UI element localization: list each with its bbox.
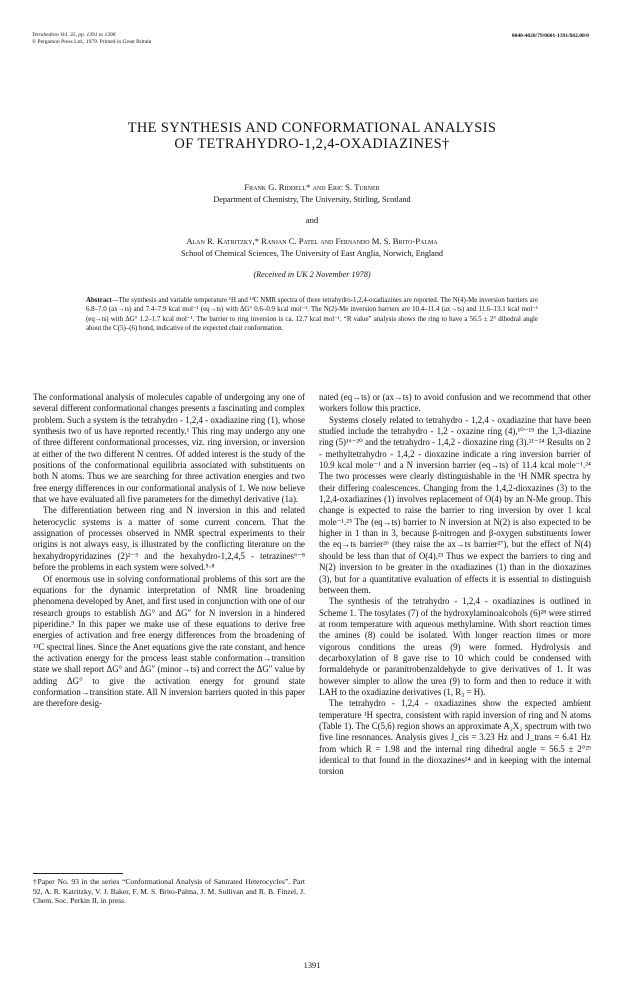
title-line-1: THE SYNTHESIS AND CONFORMATIONAL ANALYSIS (127, 120, 497, 136)
article-code: 0040-4020/79/0601-1391/$02.00/0 (511, 33, 589, 39)
received-date: (Received in UK 2 November 1978) (253, 270, 371, 279)
journal-citation: Tetrahedron Vol. 35, pp. 1391 to 1398 (32, 32, 116, 38)
left-column (33, 392, 305, 710)
paragraph: Of enormous use in solving conformational problems of this sort are the equations for the dynamic interpretation of NMR line broadening phenomena developed by Anet, and first used in conjunction with one of our research groups to establish ΔG° and ΔG″ for N inversion in a hindered piperidine.⁹ In this paper we make use of these equations to derive free energies of activation and free energy differences from the broadening of ¹³C spectral lines. Since the Anet equations give the rate constant, and hence the activation energy for the process least stable conformation→transition state we shall report ΔG° and ΔG″ (minor→ts) and correct the ΔG″ value by adding ΔG° to give the activation energy for ground state conformation→transition state. All N inversion barriers quoted in this paper are therefore desig- (33, 573, 305, 709)
paragraph: nated (eq→ts) or (ax→ts) to avoid confusion and we recommend that other workers follow this practice. (319, 392, 591, 414)
paragraph: The synthesis of the tetrahydro - 1,2,4 - oxadiazines is outlined in Scheme 1. The tosylates (7) of the hydroxylaminoalcohols (6)²⁸ were stirred at room temperature with aqueous methylamine. With short reaction times the amines (8) could be isolated. With longer reaction times or more vigorous conditions the ureas (9) were formed. Hydrolysis and decarboxylation of 8 gave rise to 10 which could be condensed with formaldehyde or paranitrobenzaldehyde to give derivatives of 1. It was however simpler to allow the urea (9) to form and then to reduce it with LAH to the oxadiazine derivatives (1, R₃ = H). (319, 596, 591, 697)
affiliation-1: Department of Chemistry, The University, Stirling, Scotland (213, 195, 411, 204)
paragraph: Systems closely related to tetrahydro - 1,2,4 - oxadiazine that have been studied include the tetrahydro - 1,2 - oxazine ring (4),¹⁰⁻¹⁵ the 1,3-diazine ring (5)¹⁶⁻²⁰ and the tetrahydro - 1,4,2 - dioxazine ring (3).²¹⁻²⁴ Results on 2 - methyltetrahydro - 1,4,2 - dioxazine indicate a ring inversion barrier of 10.9 kcal mole⁻¹ and a N inversion barrier (eq→ts) of 11.4 kcal mole⁻¹.²⁴ The two processes were clearly distinguishable in the ¹H NMR spectra by their differing coalescences. Changing from the 1,4,2-dioxazines (3) to the 1,2,4-oxadiazines (1) involves replacement of O(4) by an N-Me group. This change is expected to raise the barrier to ring inversion by over 1 kcal mole⁻¹.²⁵ The (eq→ts) barrier to N inversion at N(2) is also expected to be higher in 1 than in 3, because β-nitrogen and β-oxygen substituents lower the eq→ts barrier²⁶ (they raise the ax→ts barrier²⁷), but the effect of N(4) should be less than that of O(4).²³ Thus we expect the barriers to ring and N(2) inversion to be greater in the oxadiazines (1) than in the dioxazines (3), but for a quantitative evaluation of effects it is essential to distinguish between them. (319, 414, 591, 595)
journal-header (32, 32, 151, 46)
abstract-label: Abstract (86, 297, 112, 304)
right-column (319, 392, 591, 778)
author-group-1: Frank G. Riddell* and Eric S. Turner (244, 182, 380, 192)
paragraph: The conformational analysis of molecules capable of undergoing any one of several different conformational changes presents a fascinating and complex problem. Such a system is the tetrahydro - 1,2,4 - oxadiazine ring (1), whose synthesis two of us have reported recently.¹ This ring may undergo any one of three different conformational processes, viz. ring inversion, or inversion at either of the two different N centres. Of added interest is the study of the positions of the conformational equilibria associated with substituents on both N atoms. Thus we are searching for three activation energies and two free energy differences in our conformational analysis of 1. We now believe that we have evaluated all five parameters for the dimethyl derivative (1a). (33, 392, 305, 505)
abstract-text: —The synthesis and variable temperature ¹H and ¹³C NMR spectra of three tetrahydro-1,2,4-oxadiazines are reported. The N(4)-Me inversion barriers are 6.8–7.0 (ax→ts) and 7.4–7.9 kcal mol⁻¹ (eq→ts) with ΔG° 0.6–0.9 kcal mol⁻¹. The N(2)-Me inversion barriers are 10.4–11.4 (ax→ts) and 11.6–13.1 kcal mol⁻¹ (eq→ts) with ΔG° 1.2–1.7 kcal mol⁻¹. The barrier to ring inversion is ca. 12.7 kcal mol⁻¹. “R value” analysis shows the ring to have a 56.5 ± 2° dihedral angle about the C(5)–(6) bond, indicative of the expected chair conformation. (86, 297, 538, 333)
page-number: 1391 (303, 961, 321, 970)
author-group-2: Alan R. Katritzky,* Ranjan C. Patel and Fernando M. S. Brito-Palma (186, 236, 438, 246)
title-line-2: OF TETRAHYDRO-1,2,4-OXADIAZINES† (174, 136, 450, 152)
footnote-rule (33, 873, 123, 874)
publisher-line: © Pergamon Press Ltd., 1979. Printed in Great Britain (32, 39, 152, 45)
footnote: †Paper No. 93 in the series “Conformational Analysis of Saturated Heterocycles”. Part 92, A. R. Katritzky, V. J. Baker, F. M. S. Brito-Palma, J. M. Sullivan and R. B. Finzel, J. Chem. Soc. Perkin II, in press. (33, 877, 305, 906)
paragraph: The differentiation between ring and N inversion in this and related heterocyclic systems is a matter of some current concern. That the assignation of processes observed in NMR spectral experiments to their origins is not always easy, is illustrated by the conflicting literature on the hexahydropyridazines (2)²⁻⁵ and the hexahydro-1,2,4,5 - tetrazines⁶⁻⁸ before the problems in each system were solved.⁵·⁸ (33, 505, 305, 573)
and-separator: and (305, 215, 319, 225)
affiliation-2: School of Chemical Sciences, The University of East Anglia, Norwich, England (180, 249, 444, 258)
paragraph: The tetrahydro - 1,2,4 - oxadiazines show the expected ambient temperature ¹H spectra, consistent with rapid inversion of ring and N atoms (Table 1). The C(5,6) region shows an approximate A₂X₂ spectrum with two five line resonances. Analysis gives J_cis = 3.23 Hz and J_trans = 6.41 Hz from which R = 1.98 and the internal ring dihedral angle = 56.5 ± 2°²⁹ identical to that found in the dioxazines²⁴ and in keeping with the internal torsion (319, 698, 591, 777)
abstract (86, 296, 538, 334)
